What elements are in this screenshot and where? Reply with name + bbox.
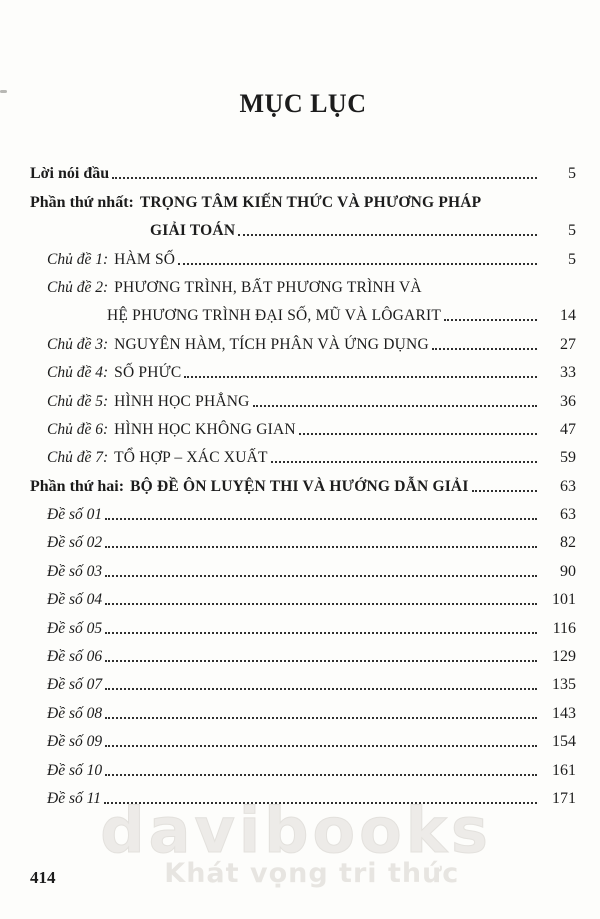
toc-part-prefix: Phần thứ hai: bbox=[30, 477, 125, 495]
toc-row bbox=[30, 581, 576, 609]
toc-topic-prefix: Chủ đề 1: bbox=[47, 250, 109, 268]
toc-row bbox=[30, 155, 576, 183]
dot-leader bbox=[105, 546, 537, 548]
toc-entry-page: 14 bbox=[560, 307, 576, 325]
toc-exam-label: Đề số 07 bbox=[47, 676, 103, 694]
toc-entry-page: 5 bbox=[568, 165, 576, 183]
toc-row bbox=[30, 240, 576, 268]
toc-topic-prefix: Chủ đề 5: bbox=[47, 392, 109, 410]
toc-entry-page: 154 bbox=[552, 733, 576, 751]
dot-leader bbox=[105, 717, 537, 719]
dot-leader bbox=[112, 177, 537, 179]
toc-topic-prefix: Chủ đề 6: bbox=[47, 420, 109, 438]
toc-exam-label: Đề số 08 bbox=[47, 704, 103, 722]
toc-row bbox=[30, 212, 576, 240]
dot-leader bbox=[105, 660, 537, 662]
dot-leader bbox=[444, 319, 537, 321]
toc-topic-title: NGUYÊN HÀM, TÍCH PHÂN VÀ ỨNG DỤNG bbox=[114, 335, 429, 353]
toc-row bbox=[30, 411, 576, 439]
dot-leader bbox=[105, 632, 537, 634]
toc-row bbox=[30, 297, 576, 325]
toc-entry-page: 116 bbox=[552, 619, 576, 637]
toc-exam-label: Đề số 09 bbox=[47, 733, 103, 751]
dot-leader bbox=[104, 802, 537, 804]
toc-exam-label: Đề số 06 bbox=[47, 648, 103, 666]
toc-entry-page: 143 bbox=[552, 704, 576, 722]
toc-topic-prefix: Chủ đề 3: bbox=[47, 335, 109, 353]
toc-entry-page: 63 bbox=[560, 506, 576, 524]
dot-leader bbox=[271, 461, 537, 463]
toc-entry-page: 161 bbox=[552, 761, 576, 779]
toc-row bbox=[30, 496, 576, 524]
dot-leader bbox=[184, 376, 537, 378]
toc-topic-prefix: Chủ đề 4: bbox=[47, 364, 109, 382]
toc-entry-page: 36 bbox=[560, 392, 576, 410]
toc-topic-prefix: Chủ đề 7: bbox=[47, 449, 109, 467]
toc-entry-page: 90 bbox=[560, 562, 576, 580]
toc-row bbox=[30, 723, 576, 751]
toc-row bbox=[30, 269, 576, 297]
toc-topic-title-cont: HỆ PHƯƠNG TRÌNH ĐẠI SỐ, MŨ VÀ LÔGARIT bbox=[107, 307, 442, 325]
toc-row bbox=[30, 183, 576, 211]
toc-topic-title: HÌNH HỌC PHẲNG bbox=[114, 392, 250, 410]
dot-leader bbox=[178, 263, 537, 265]
dot-leader bbox=[105, 688, 537, 690]
page-title: MỤC LỤC bbox=[239, 89, 367, 118]
dot-leader bbox=[253, 405, 537, 407]
toc-entry-page: 135 bbox=[552, 676, 576, 694]
toc-part-title: BỘ ĐỀ ÔN LUYỆN THI VÀ HƯỚNG DẪN GIẢI bbox=[130, 477, 469, 495]
toc-topic-title: PHƯƠNG TRÌNH, BẤT PHƯƠNG TRÌNH VÀ bbox=[114, 278, 422, 296]
toc-exam-label: Đề số 03 bbox=[47, 562, 103, 580]
watermark-brand: davibooks bbox=[100, 794, 492, 867]
toc-row bbox=[30, 354, 576, 382]
dot-leader bbox=[472, 490, 537, 492]
toc-entry-page: 47 bbox=[560, 420, 576, 438]
toc-row bbox=[30, 382, 576, 410]
toc-exam-label: Đề số 11 bbox=[47, 789, 101, 807]
dot-leader bbox=[105, 774, 537, 776]
dot-leader bbox=[299, 433, 537, 435]
toc-entry-page: 63 bbox=[560, 477, 576, 495]
dot-leader bbox=[432, 348, 537, 350]
toc-exam-label: Đề số 01 bbox=[47, 506, 103, 524]
toc-entry-page: 171 bbox=[552, 789, 576, 807]
dot-leader bbox=[105, 575, 537, 577]
toc-row bbox=[30, 694, 576, 722]
toc-part-title-cont: GIẢI TOÁN bbox=[150, 222, 236, 240]
toc-topic-title: HÌNH HỌC KHÔNG GIAN bbox=[114, 420, 296, 438]
toc-topic-title: HÀM SỐ bbox=[114, 250, 176, 268]
toc-row bbox=[30, 751, 576, 779]
toc-row bbox=[30, 524, 576, 552]
toc-entry-page: 129 bbox=[552, 648, 576, 666]
toc-exam-label: Đề số 05 bbox=[47, 619, 103, 637]
toc-topic-title: TỔ HỢP – XÁC XUẤT bbox=[114, 449, 268, 467]
toc-entry-page: 33 bbox=[560, 364, 576, 382]
toc-row bbox=[30, 780, 576, 808]
toc-exam-label: Đề số 10 bbox=[47, 761, 103, 779]
toc-entry-page: 5 bbox=[568, 250, 576, 268]
folio-page-number: 414 bbox=[30, 868, 56, 887]
toc-exam-label: Đề số 04 bbox=[47, 591, 103, 609]
toc-row bbox=[30, 552, 576, 580]
watermark-slogan: Khát vọng tri thức bbox=[164, 858, 460, 889]
toc-entry-page: 59 bbox=[560, 449, 576, 467]
toc-entry-page: 5 bbox=[568, 222, 576, 240]
dot-leader bbox=[105, 603, 537, 605]
toc-part-title: TRỌNG TÂM KIẾN THỨC VÀ PHƯƠNG PHÁP bbox=[139, 193, 482, 211]
toc-row bbox=[30, 325, 576, 353]
toc-part-prefix: Phần thứ nhất: bbox=[30, 193, 134, 211]
toc-entry-label: Lời nói đầu bbox=[30, 165, 110, 183]
toc-row bbox=[30, 666, 576, 694]
dot-leader bbox=[105, 518, 537, 520]
toc-exam-label: Đề số 02 bbox=[47, 534, 103, 552]
toc-topic-title: SỐ PHỨC bbox=[114, 364, 182, 382]
toc-entry-page: 82 bbox=[560, 534, 576, 552]
scan-artifact bbox=[0, 90, 7, 93]
toc-row bbox=[30, 638, 576, 666]
toc-row bbox=[30, 467, 576, 495]
toc-row bbox=[30, 439, 576, 467]
toc-row bbox=[30, 609, 576, 637]
dot-leader bbox=[238, 234, 537, 236]
toc-list bbox=[30, 155, 576, 808]
toc-entry-page: 27 bbox=[560, 335, 576, 353]
dot-leader bbox=[105, 745, 537, 747]
toc-entry-page: 101 bbox=[552, 591, 576, 609]
toc-topic-prefix: Chủ đề 2: bbox=[47, 278, 109, 296]
